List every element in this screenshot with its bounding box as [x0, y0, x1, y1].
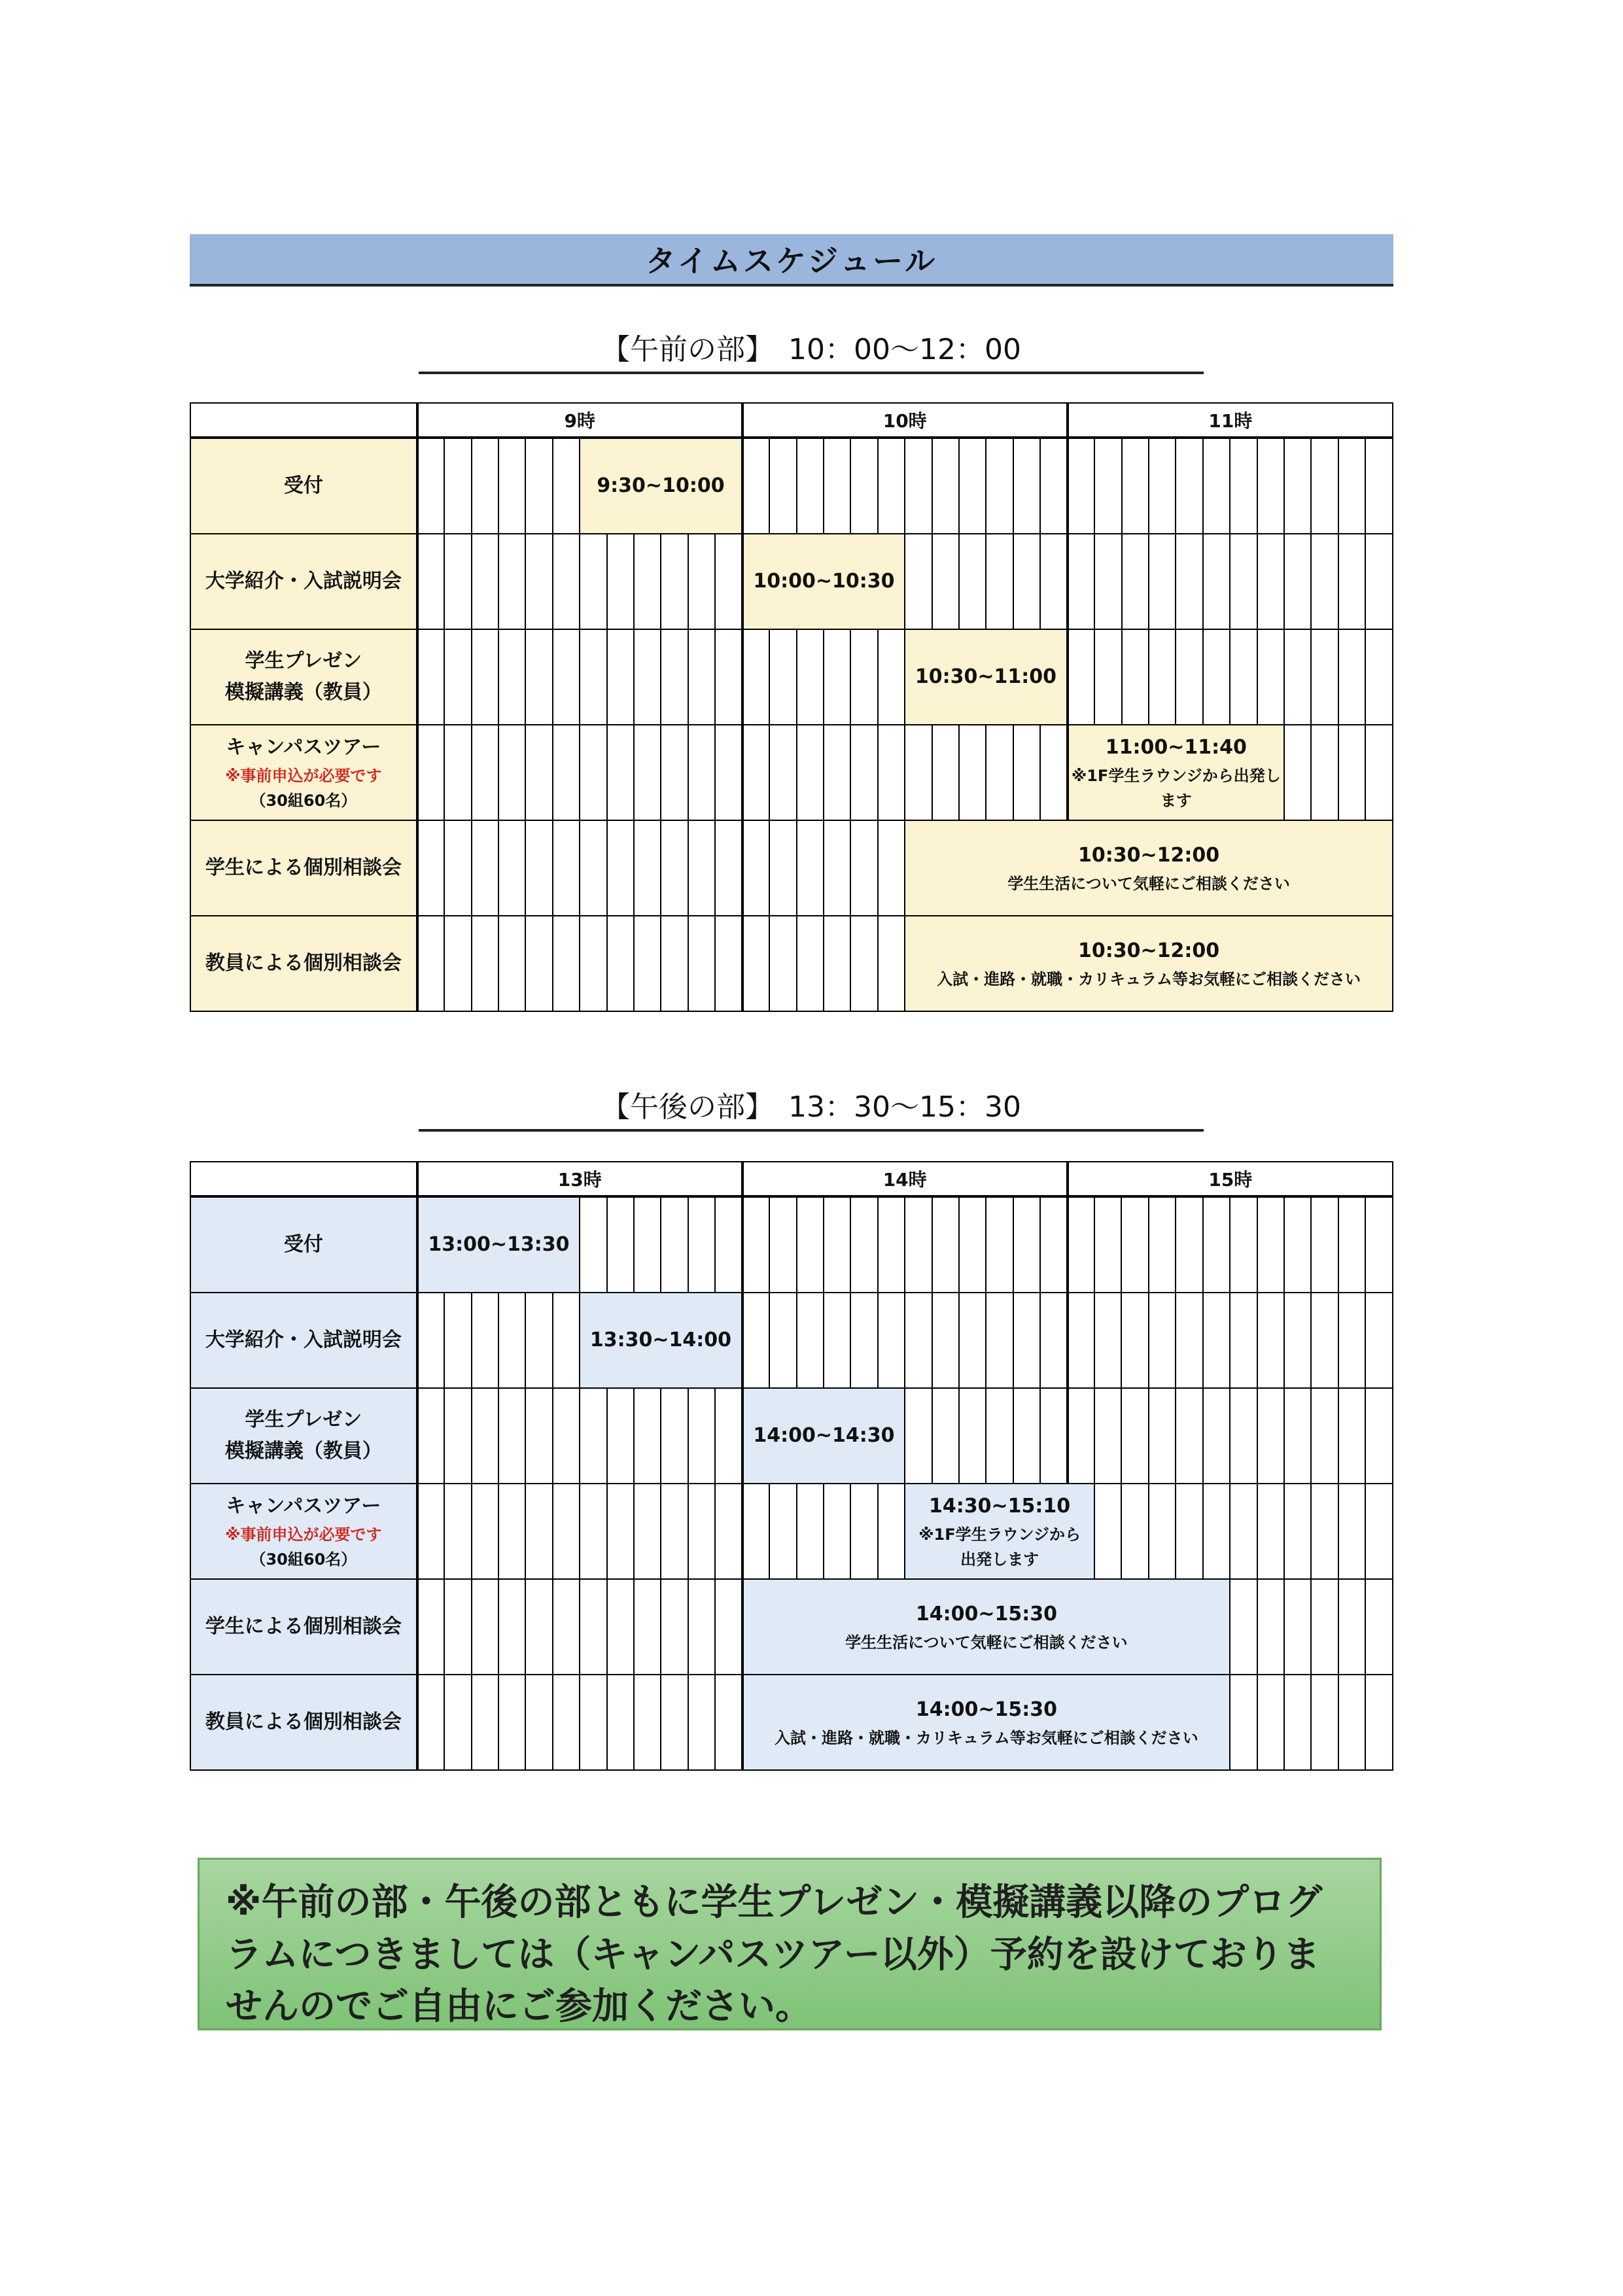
row-label-student-consult: 学生による個別相談会	[190, 820, 417, 916]
row-label-presentation: 学生プレゼン 模擬講義（教員）	[190, 629, 417, 725]
time-block: 14:00~15:30 学生生活について気軽にご相談ください	[742, 1579, 1230, 1675]
row-label-briefing: 大学紹介・入試説明会	[190, 534, 417, 629]
time-block: 13:30~14:00	[580, 1293, 742, 1388]
row-label-briefing: 大学紹介・入試説明会	[190, 1293, 417, 1388]
corner-cell	[190, 403, 417, 438]
hour-header: 10時	[742, 403, 1068, 438]
time-block: 14:30~15:10 ※1F学生ラウンジから 出発します	[905, 1484, 1094, 1579]
hour-header: 11時	[1068, 403, 1393, 438]
row-label-reception: 受付	[190, 438, 417, 534]
page-title: タイムスケジュール	[190, 234, 1393, 287]
time-block: 10:30~11:00	[905, 629, 1068, 725]
row-label-presentation: 学生プレゼン 模擬講義（教員）	[190, 1388, 417, 1484]
time-block: 14:00~15:30 入試・進路・就職・カリキュラム等お気軽にご相談ください	[742, 1675, 1230, 1770]
afternoon-schedule-table	[190, 1161, 1393, 1771]
hour-header: 14時	[742, 1162, 1068, 1196]
time-block: 10:30~12:00 学生生活について気軽にご相談ください	[905, 820, 1393, 916]
row-label-faculty-consult: 教員による個別相談会	[190, 1675, 417, 1770]
row-label-reception: 受付	[190, 1196, 417, 1293]
reservation-note: ※午前の部・午後の部ともに学生プレゼン・模擬講義以降のプログラムにつきましては（キャンパスツアー以外）予約を設けておりませんのでご自由にご参加ください。	[198, 1858, 1382, 2030]
morning-schedule-table	[190, 402, 1393, 1012]
time-block: 10:00~10:30	[742, 534, 905, 629]
time-block: 10:30~12:00 入試・進路・就職・カリキュラム等お気軽にご相談ください	[905, 916, 1393, 1011]
row-label-student-consult: 学生による個別相談会	[190, 1579, 417, 1675]
corner-cell	[190, 1162, 417, 1196]
hour-header: 13時	[417, 1162, 742, 1196]
morning-heading: 【午前の部】 10：00〜12：00	[419, 326, 1204, 374]
time-block: 13:00~13:30	[417, 1196, 580, 1293]
row-label-campus-tour: キャンパスツアー ※事前申込が必要です （30組60名）	[190, 725, 417, 820]
time-block: 11:00~11:40 ※1F学生ラウンジから出発します	[1068, 725, 1284, 820]
time-block: 14:00~14:30	[742, 1388, 905, 1484]
afternoon-heading: 【午後の部】 13：30〜15：30	[419, 1083, 1204, 1132]
row-label-campus-tour: キャンパスツアー ※事前申込が必要です （30組60名）	[190, 1484, 417, 1579]
row-label-faculty-consult: 教員による個別相談会	[190, 916, 417, 1011]
hour-header: 9時	[417, 403, 742, 438]
hour-header: 15時	[1068, 1162, 1393, 1196]
time-block: 9:30~10:00	[580, 438, 742, 534]
